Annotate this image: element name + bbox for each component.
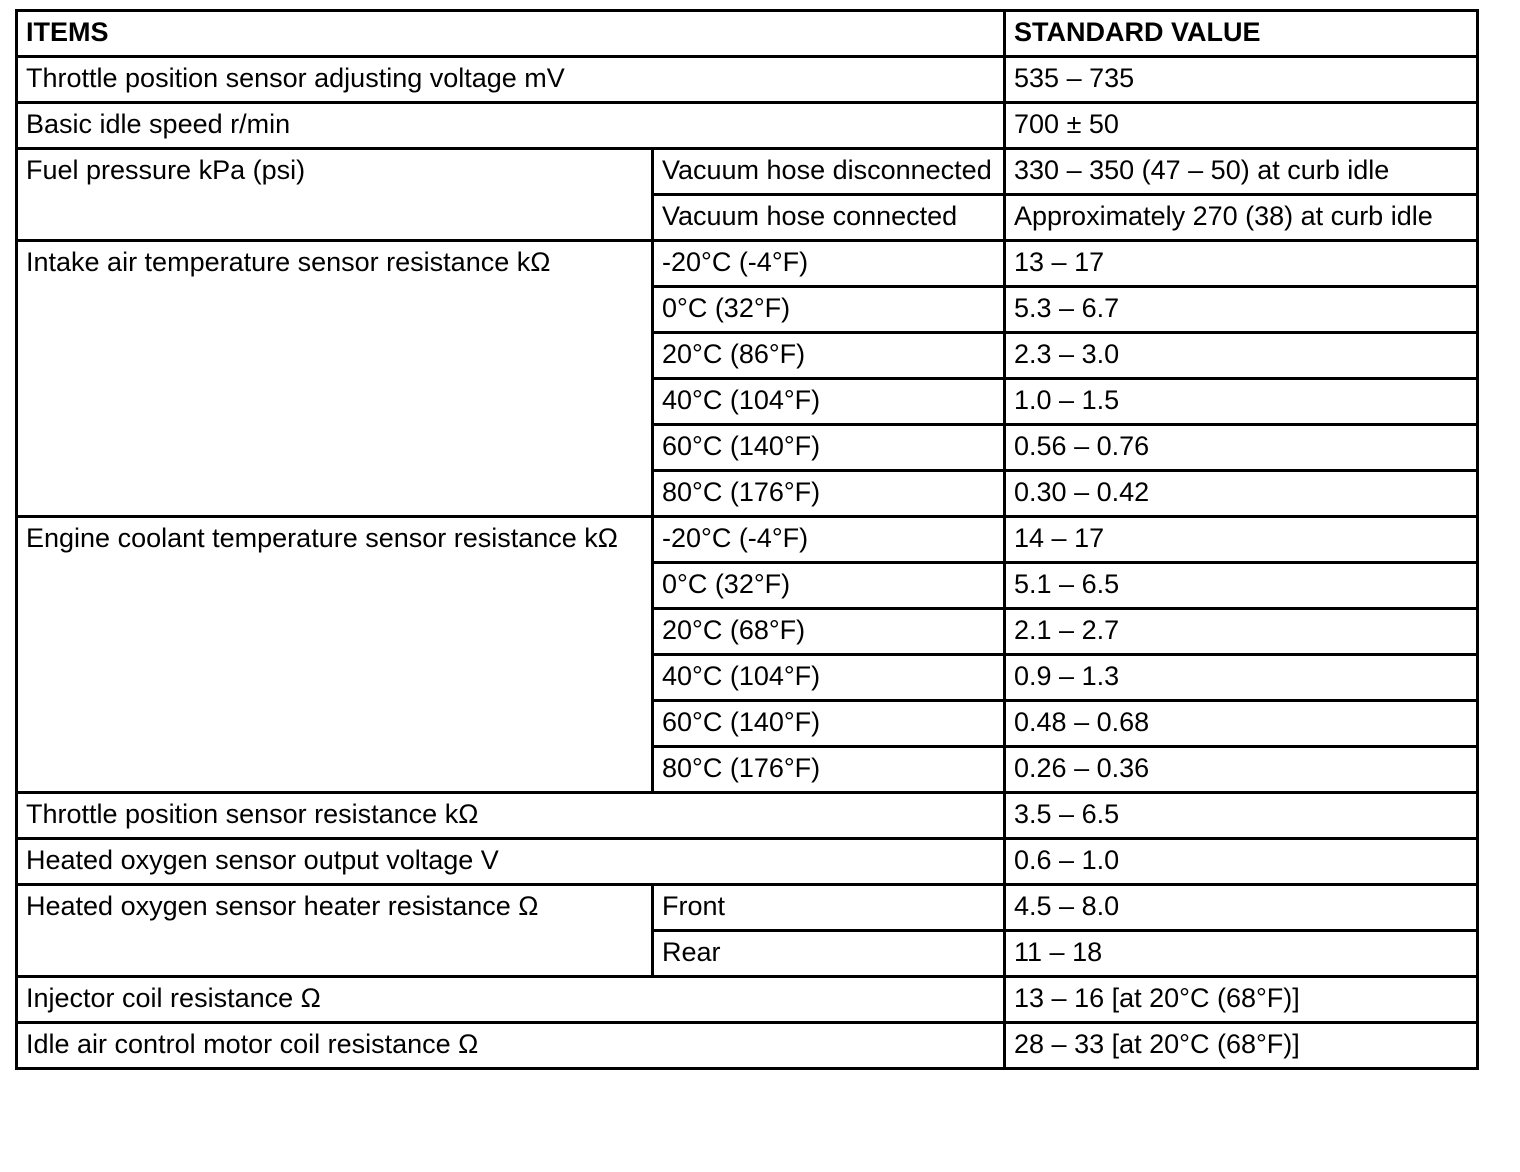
value-cell: 0.30 – 0.42 xyxy=(1005,471,1478,517)
condition-cell: -20°C (-4°F) xyxy=(653,517,1005,563)
condition-cell: 20°C (68°F) xyxy=(653,609,1005,655)
value-cell: 700 ± 50 xyxy=(1005,103,1478,149)
condition-cell: 40°C (104°F) xyxy=(653,379,1005,425)
value-cell: Approximately 270 (38) at curb idle xyxy=(1005,195,1478,241)
table-row xyxy=(17,839,1478,885)
item-cell: Engine coolant temperature sensor resistance kΩ xyxy=(17,517,653,793)
header-row xyxy=(17,11,1478,57)
standard-value-header: STANDARD VALUE xyxy=(1005,11,1478,57)
condition-cell: 80°C (176°F) xyxy=(653,471,1005,517)
table-row xyxy=(17,149,1478,195)
item-cell: Fuel pressure kPa (psi) xyxy=(17,149,653,241)
table-row xyxy=(17,885,1478,931)
value-cell: 5.3 – 6.7 xyxy=(1005,287,1478,333)
value-cell: 3.5 – 6.5 xyxy=(1005,793,1478,839)
items-header: ITEMS xyxy=(17,11,1005,57)
value-cell: 13 – 16 [at 20°C (68°F)] xyxy=(1005,977,1478,1023)
value-cell: 1.0 – 1.5 xyxy=(1005,379,1478,425)
value-cell: 0.26 – 0.36 xyxy=(1005,747,1478,793)
item-cell: Idle air control motor coil resistance Ω xyxy=(17,1023,1005,1069)
value-cell: 2.1 – 2.7 xyxy=(1005,609,1478,655)
condition-cell: 20°C (86°F) xyxy=(653,333,1005,379)
value-cell: 0.6 – 1.0 xyxy=(1005,839,1478,885)
condition-cell: Front xyxy=(653,885,1005,931)
condition-cell: 80°C (176°F) xyxy=(653,747,1005,793)
item-cell: Throttle position sensor resistance kΩ xyxy=(17,793,1005,839)
table-row xyxy=(17,977,1478,1023)
value-cell: 14 – 17 xyxy=(1005,517,1478,563)
table-row xyxy=(17,793,1478,839)
item-cell: Basic idle speed r/min xyxy=(17,103,1005,149)
item-cell: Heated oxygen sensor output voltage V xyxy=(17,839,1005,885)
value-cell: 5.1 – 6.5 xyxy=(1005,563,1478,609)
table-row xyxy=(17,57,1478,103)
condition-cell: 40°C (104°F) xyxy=(653,655,1005,701)
table-row xyxy=(17,241,1478,287)
item-cell: Injector coil resistance Ω xyxy=(17,977,1005,1023)
item-cell: Heated oxygen sensor heater resistance Ω xyxy=(17,885,653,977)
value-cell: 2.3 – 3.0 xyxy=(1005,333,1478,379)
condition-cell: -20°C (-4°F) xyxy=(653,241,1005,287)
value-cell: 0.48 – 0.68 xyxy=(1005,701,1478,747)
condition-cell: 0°C (32°F) xyxy=(653,287,1005,333)
table-row xyxy=(17,103,1478,149)
condition-cell: 0°C (32°F) xyxy=(653,563,1005,609)
condition-cell: Vacuum hose connected xyxy=(653,195,1005,241)
table-row xyxy=(17,1023,1478,1069)
value-cell: 4.5 – 8.0 xyxy=(1005,885,1478,931)
condition-cell: Rear xyxy=(653,931,1005,977)
value-cell: 0.9 – 1.3 xyxy=(1005,655,1478,701)
condition-cell: 60°C (140°F) xyxy=(653,701,1005,747)
value-cell: 11 – 18 xyxy=(1005,931,1478,977)
condition-cell: 60°C (140°F) xyxy=(653,425,1005,471)
condition-cell: Vacuum hose disconnected xyxy=(653,149,1005,195)
value-cell: 0.56 – 0.76 xyxy=(1005,425,1478,471)
value-cell: 13 – 17 xyxy=(1005,241,1478,287)
value-cell: 535 – 735 xyxy=(1005,57,1478,103)
value-cell: 330 – 350 (47 – 50) at curb idle xyxy=(1005,149,1478,195)
value-cell: 28 – 33 [at 20°C (68°F)] xyxy=(1005,1023,1478,1069)
item-cell: Throttle position sensor adjusting voltage mV xyxy=(17,57,1005,103)
table-row xyxy=(17,517,1478,563)
item-cell: Intake air temperature sensor resistance kΩ xyxy=(17,241,653,517)
specifications-table xyxy=(15,9,1479,1070)
